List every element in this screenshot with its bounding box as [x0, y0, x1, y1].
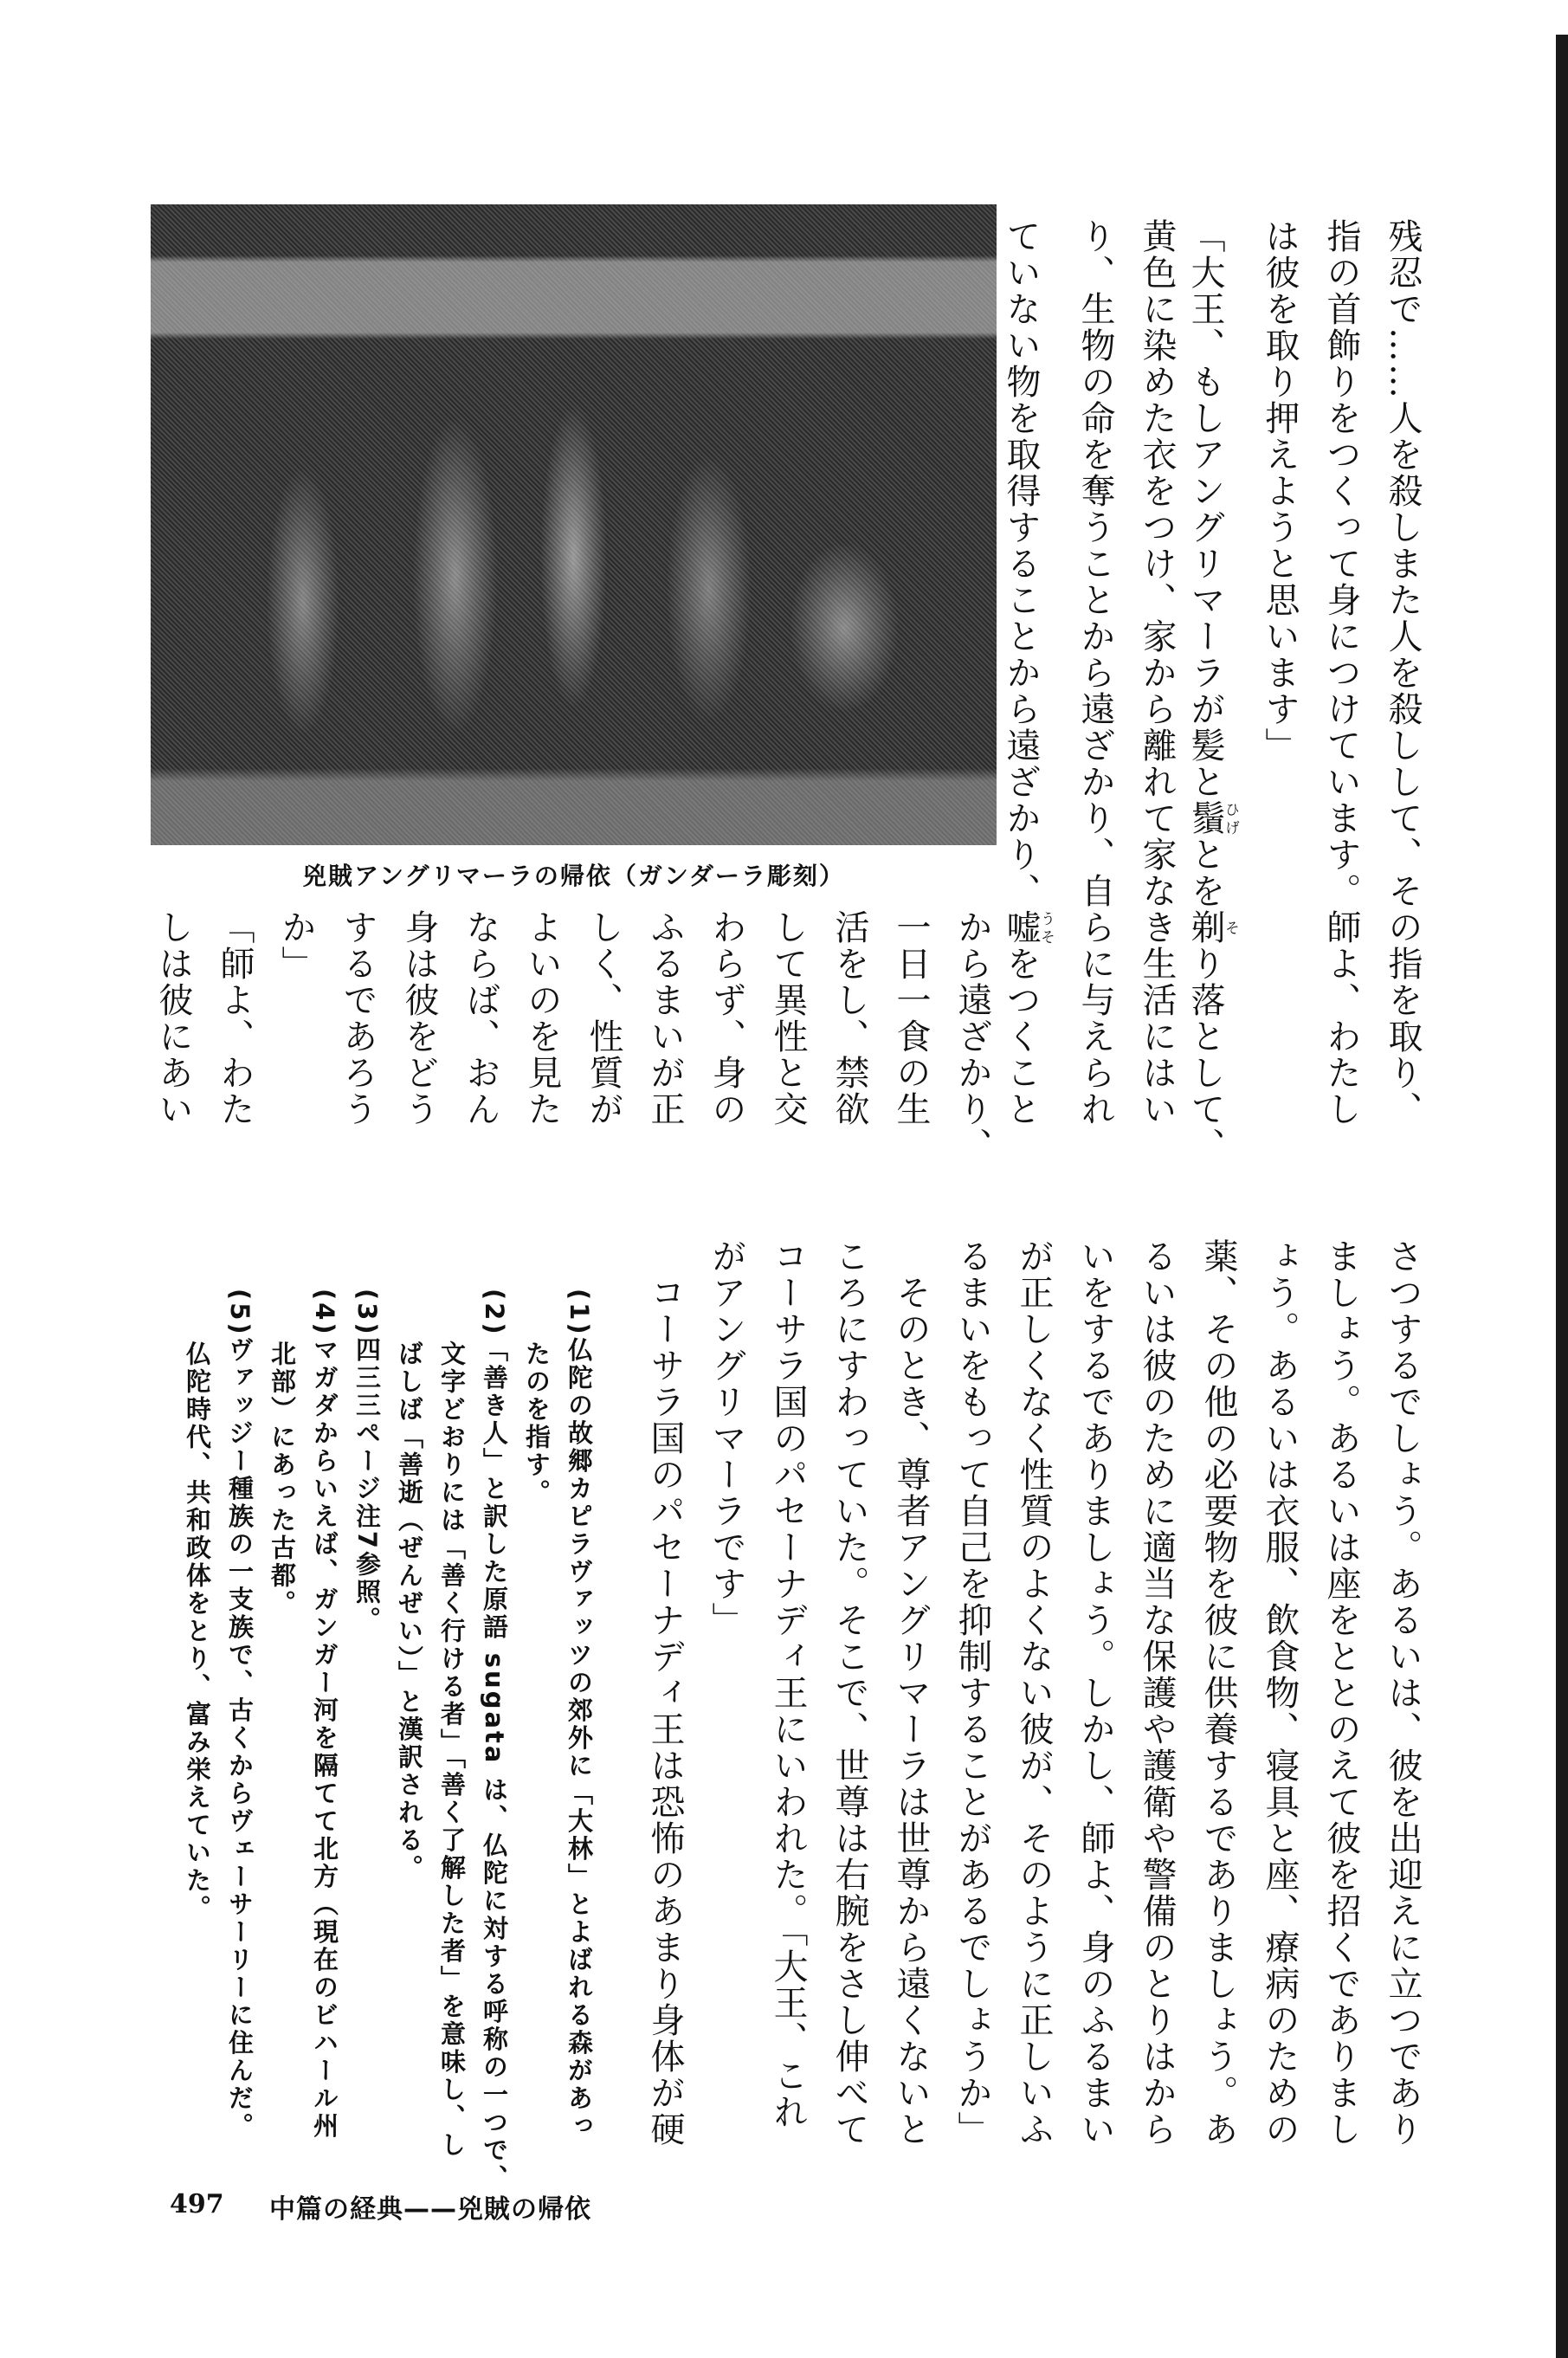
- footnote-text: 仏陀時代、共和政体をとり、富み栄えていた。: [183, 1341, 212, 1922]
- book-binding-edge: [1556, 35, 1568, 2358]
- ruby-word: [1001, 909, 1055, 946]
- text-column: か」: [276, 909, 316, 982]
- text-column: して異性と交: [768, 909, 808, 1127]
- footnote-text: 北部）にあった古都。: [268, 1341, 297, 1618]
- footnote: [565, 1289, 594, 2141]
- text-column: 活をし、禁欲: [829, 909, 869, 1127]
- footnote-continuation: [268, 1341, 297, 1618]
- ruby-word: [1185, 909, 1239, 946]
- footnote-marker: (1): [565, 1289, 594, 1337]
- text-column: [1185, 218, 1239, 1164]
- text-column: ころにすわっていた。そこで、世尊は右腕をさし伸べて: [829, 1238, 869, 2148]
- text-column: 薬、その他の必要物を彼に供養するでありましょう。あ: [1198, 1238, 1238, 2148]
- text-column: 「師よ、わた: [215, 909, 255, 1127]
- footnote-text: 仏陀の故郷カピラヴァッツの郊外に「大林」とよばれる森があっ: [565, 1336, 594, 2141]
- text-segment: 「大王、もしアングリマーラが髪と: [1185, 218, 1225, 800]
- text-column: よいのを見た: [522, 909, 562, 1127]
- text-column: るまいをもって自己を抑制することがあるでしょうか」: [952, 1238, 992, 2148]
- text-column: り、生物の命を奪うことから遠ざかり、自らに与えられ: [1075, 218, 1115, 1127]
- text-column: わらず、身の: [707, 909, 746, 1127]
- footnote-marker: (5): [225, 1289, 255, 1337]
- text-column: 指の首飾りをつくって身につけています。師よ、わたし: [1321, 218, 1361, 1127]
- text-column: 一日一食の生: [891, 909, 931, 1127]
- text-column: ならば、おん: [461, 909, 500, 1127]
- text-column: さつするでしょう。あるいは、彼を出迎えに立つであり: [1383, 1238, 1423, 2148]
- text-column: しは彼にあい: [153, 909, 193, 1127]
- footnote-text: マガダからいえば、ガンガー河を隔てて北方（現在のビハール州: [310, 1336, 339, 2141]
- footnote-text: 四三三ページ注7参照。: [352, 1336, 382, 1634]
- footnote-text: ばしば「善逝（ぜんぜい）」と漢訳される。: [395, 1341, 424, 1883]
- photo-caption: 兇賊アングリマーラの帰依（ガンダーラ彫刻）: [302, 862, 845, 890]
- text-column: そのとき、尊者アングリマーラは世尊から遠くないと: [891, 1238, 931, 2148]
- footnote-continuation: [522, 1341, 552, 1507]
- ruby-base: 剃: [1185, 909, 1225, 946]
- text-segment: をつくこと: [1001, 946, 1041, 1127]
- text-column: から遠ざかり、: [952, 909, 992, 1164]
- footnote: [352, 1289, 382, 1634]
- text-column: ましょう。あるいは座をととのえて彼を招くでありまし: [1321, 1238, 1361, 2148]
- footnote: [480, 1289, 509, 2193]
- text-column: コーサラ国のパセーナディ王は恐怖のあまり身体が硬: [645, 1238, 685, 2148]
- ruby-base: 鬚: [1185, 800, 1225, 837]
- ruby-reading: そ: [1222, 909, 1239, 946]
- footnote-marker: (4): [310, 1289, 339, 1337]
- footnote: [225, 1289, 255, 2141]
- text-segment: ていない物を取得することから遠ざかり、: [1001, 218, 1041, 909]
- page-number: 497: [170, 2189, 224, 2219]
- footnote: [310, 1289, 339, 2141]
- text-column: が正しくなく性質のよくない彼が、そのように正しいふ: [1014, 1238, 1054, 2148]
- text-column: するであろう: [338, 909, 377, 1127]
- text-column: ょう。あるいは衣服、飲食物、寝具と座、療病のための: [1260, 1238, 1300, 2148]
- ruby-reading: うそ: [1037, 909, 1055, 946]
- footnote-marker: (3): [352, 1289, 382, 1337]
- footnote-text: ヴァッジー種族の一支族で、古くからヴェーサーリーに住んだ。: [225, 1336, 255, 2141]
- text-column: は彼を取り押えようと思います」: [1260, 218, 1300, 764]
- footnote-continuation: [395, 1341, 424, 1883]
- ruby-word: [1185, 800, 1239, 837]
- text-segment: とを: [1185, 837, 1225, 909]
- text-column: [1001, 218, 1055, 1127]
- footnote-continuation: [183, 1341, 212, 1922]
- photo-gandhara-relief: [151, 204, 997, 845]
- text-column: がアングリマーラです」: [707, 1238, 746, 1638]
- footnote-marker: (2): [480, 1289, 509, 1337]
- text-segment: り落として、: [1185, 946, 1225, 1164]
- text-column: 身は彼をどう: [399, 909, 439, 1127]
- footnote-text: 文字どおりには「善く行ける者」「善く了解した者」を意味し、し: [437, 1341, 467, 2160]
- footnote-text: 「善き人」と訳した原語 sugata は、仏陀に対する呼称の一つで、: [480, 1336, 509, 2193]
- text-column: るいは彼のために適当な保護や護衛や警備のとりはから: [1137, 1238, 1177, 2148]
- ruby-base: 嘘: [1001, 909, 1041, 946]
- ruby-reading: ひげ: [1222, 800, 1239, 837]
- text-column: 残忍で……人を殺しまた人を殺しして、その指を取り、: [1383, 218, 1423, 1127]
- text-column: ふるまいが正: [645, 909, 685, 1127]
- footnote-continuation: [437, 1341, 467, 2160]
- footnote-text: たのを指す。: [522, 1341, 552, 1507]
- text-column: しく、性質が: [584, 909, 623, 1127]
- running-title: 中篇の経典——兇賊の帰依: [269, 2194, 591, 2225]
- text-column: コーサラ国のパセーナディ王にいわれた。「大王、これ: [768, 1238, 808, 2130]
- text-column: 黄色に染めた衣をつけ、家から離れて家なき生活にはい: [1137, 218, 1177, 1127]
- text-column: いをするでありましょう。しかし、師よ、身のふるまい: [1075, 1238, 1115, 2148]
